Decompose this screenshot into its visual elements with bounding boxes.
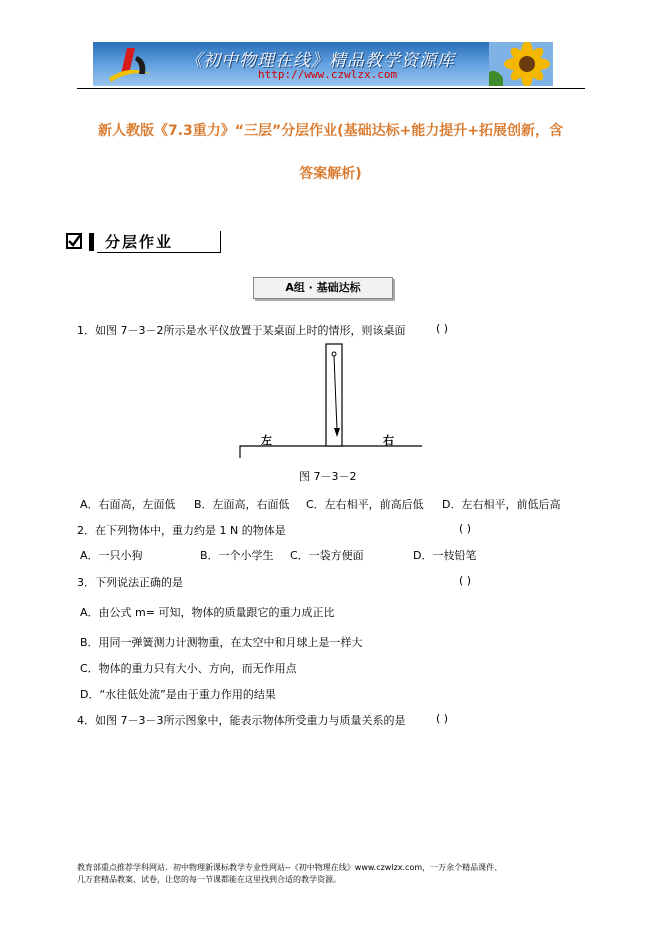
question-1-option-b: B．左面高，右面低 xyxy=(194,498,290,511)
group-a-label: A组 · 基础达标 xyxy=(253,277,393,299)
question-2-option-c: C．一袋方便面 xyxy=(290,549,364,562)
question-2-answer-blank: ( ) xyxy=(459,522,472,535)
question-1-answer-blank: ( ) xyxy=(436,322,449,335)
question-3-option-b: B．用同一弹簧测力计测物重，在太空中和月球上是一样大 xyxy=(80,636,363,649)
section-heading: 分层作业 xyxy=(97,231,221,253)
figure-caption: 图 7－3－2 xyxy=(299,470,357,483)
question-3-option-a: A．由公式 m= 可知，物体的质量跟它的重力成正比 xyxy=(80,606,335,619)
figure-left-label: 左 xyxy=(261,434,272,447)
document-title-line-1: 新人教版《7.3重力》“三层”分层作业(基础达标+能力提升+拓展创新，含 xyxy=(97,123,564,139)
sunflower-icon xyxy=(489,42,553,86)
footer-line-2: 几万套精品教案、试卷，让您的每一节课都能在这里找到合适的教学资源。 xyxy=(77,875,341,884)
question-2-option-a: A．一只小狗 xyxy=(80,549,143,562)
question-2-option-d: D．一枝铅笔 xyxy=(413,549,477,562)
document-title-line-2: 答案解析) xyxy=(299,166,362,182)
question-1-option-c: C．左右相平，前高后低 xyxy=(306,498,424,511)
question-2-stem: 2．在下列物体中，重力约是 1 N 的物体是 xyxy=(77,524,286,537)
question-4-stem: 4．如图 7－3－3所示图象中，能表示物体所受重力与质量关系的是 xyxy=(77,714,406,727)
question-3-answer-blank: ( ) xyxy=(459,574,472,587)
question-1-stem: 1．如图 7－3－2所示是水平仪放置于某桌面上时的情形，则该桌面 xyxy=(77,324,406,337)
question-1-option-d: D．左右相平，前低后高 xyxy=(442,498,561,511)
question-3-option-c: C．物体的重力只有大小、方向，而无作用点 xyxy=(80,662,297,675)
banner-url[interactable]: http://www.czwlzx.com xyxy=(258,68,398,81)
question-1-option-a: A．右面高，左面低 xyxy=(80,498,176,511)
site-logo-icon xyxy=(99,44,159,84)
question-4-answer-blank: ( ) xyxy=(436,712,449,725)
question-3-stem: 3．下列说法正确的是 xyxy=(77,576,183,589)
checkbox-checked-icon xyxy=(66,233,82,249)
page-footer xyxy=(77,862,597,886)
header-rule xyxy=(77,88,585,89)
section-bar xyxy=(89,233,94,251)
figure-right-label: 右 xyxy=(383,434,394,447)
question-2-option-b: B．一个小学生 xyxy=(200,549,274,562)
footer-line-1: 教育部重点推荐学科网站．初中物理新课标教学专业性网站--《初中物理在线》www.czwlzx.com，一万余个精品课件、 xyxy=(77,863,503,872)
header-banner xyxy=(93,42,553,86)
banner-title: 《初中物理在线》精品教学资源库 xyxy=(185,51,455,71)
question-3-option-d: D．“水往低处流”是由于重力作用的结果 xyxy=(80,688,276,701)
